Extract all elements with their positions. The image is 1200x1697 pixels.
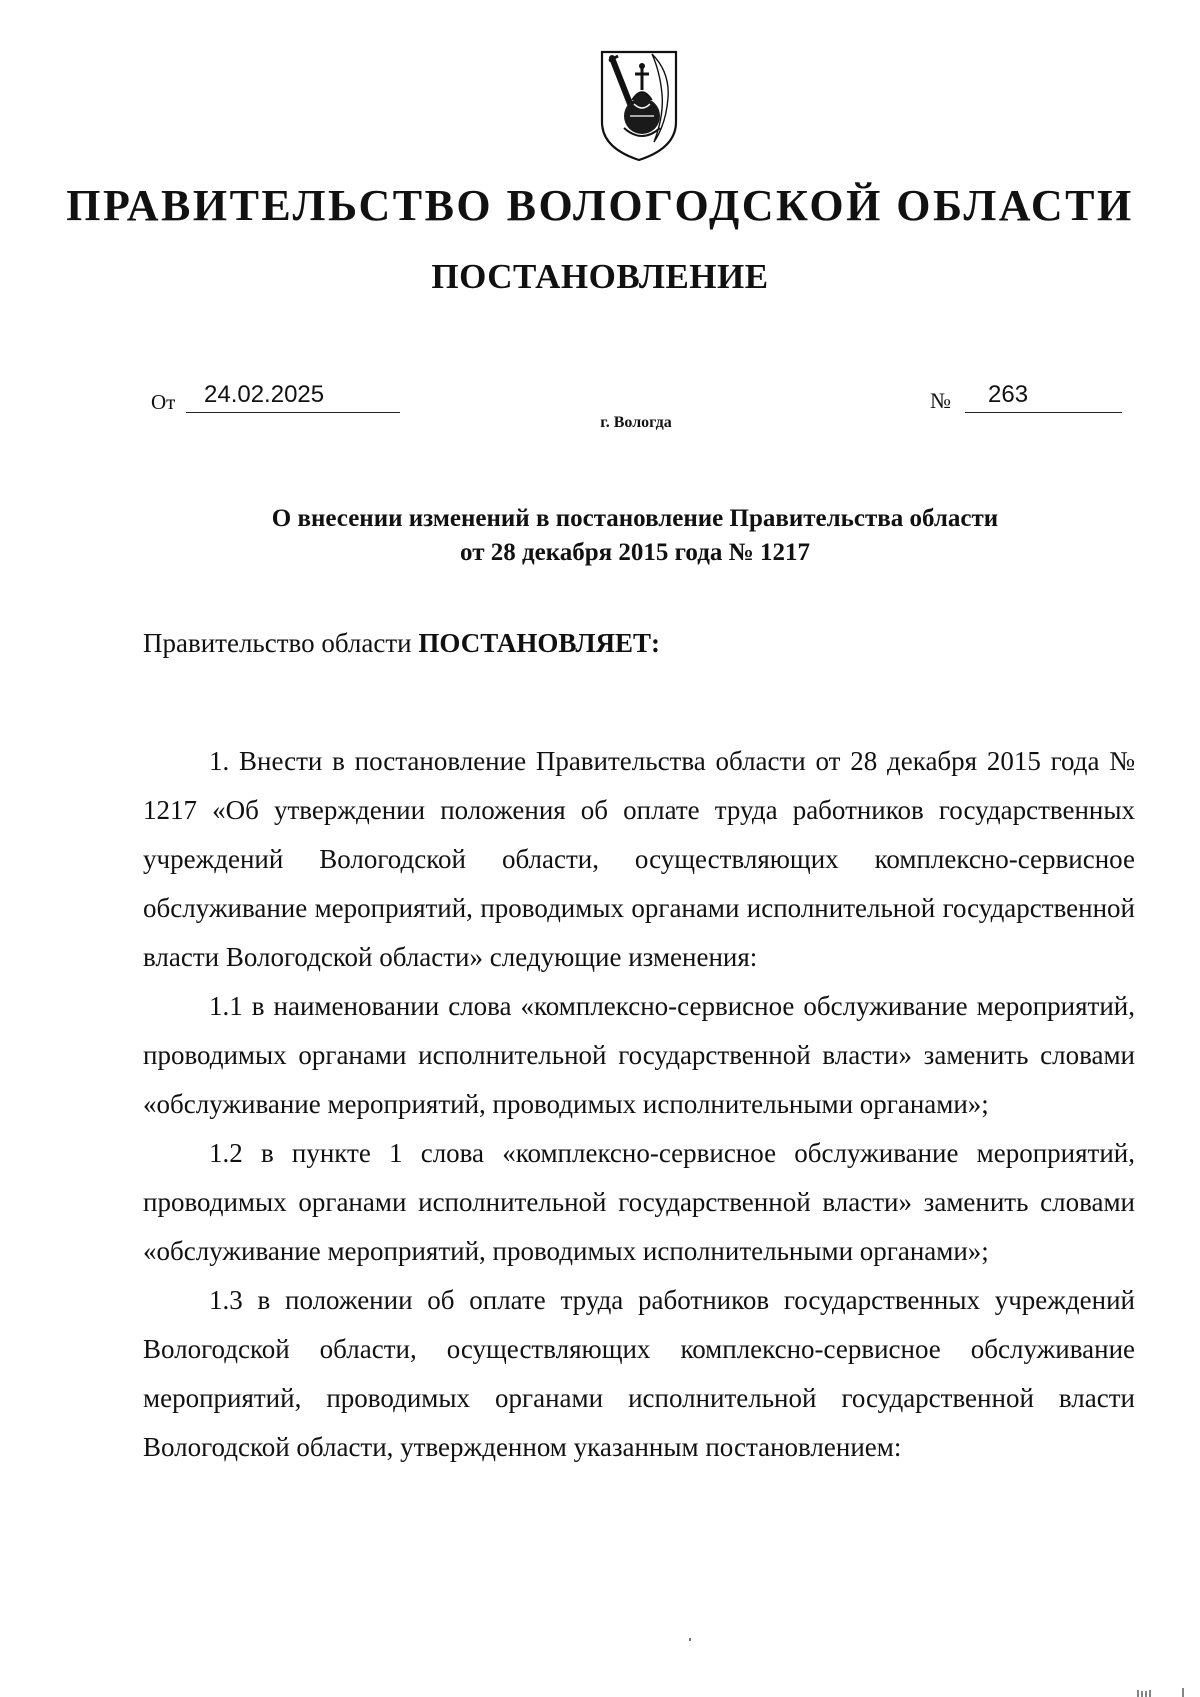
paragraph-1-3: 1.3 в положении об оплате труда работников государственных учреждений Вологодской области, осуществляющих комплексно-сервисное обслуживание мероприятий, проводимых органами исполнительной государственной власти Вологодской области, утвержденном указанным постановлением: xyxy=(143,1285,1135,1462)
preamble-verb: ПОСТАНОВЛЯЕТ: xyxy=(418,628,660,658)
document-date: 24.02.2025 xyxy=(186,381,400,413)
scan-corner-marks xyxy=(1136,1686,1186,1697)
document-number: 263 xyxy=(965,381,1122,413)
preamble-text: Правительство области xyxy=(143,628,412,658)
preamble xyxy=(143,628,660,659)
subject-line: от 28 декабря 2015 года № 1217 xyxy=(460,539,810,566)
date-prefix: От xyxy=(151,390,176,414)
paragraph-1-2: 1.2 в пункте 1 слова «комплексно-сервисное обслуживание мероприятий, проводимых органами исполнительной государственной власти» заменить словами «обслуживание мероприятий, проводимых исполнительными органами»; xyxy=(143,1138,1135,1266)
paragraph-1: 1. Внести в постановление Правительства области от 28 декабря 2015 года № 1217 «Об утверждении положения об оплате труда работников государственных учреждений Вологодской области, осуществляющих комплексно-сервисное обслуживание мероприятий, проводимых органами исполнительной государственной власти Вологодской области» следующие изменения: xyxy=(143,746,1135,972)
document-body xyxy=(143,737,1135,1472)
scan-mark xyxy=(689,1638,691,1641)
city: г. Вологда xyxy=(600,414,672,431)
number-prefix: № xyxy=(930,388,951,413)
document-subject xyxy=(130,502,1140,570)
organization-title: ПРАВИТЕЛЬСТВО ВОЛОГОДСКОЙ ОБЛАСТИ xyxy=(66,181,1134,230)
paragraph-1-1: 1.1 в наименовании слова «комплексно-сервисное обслуживание мероприятий, проводимых органами исполнительной государственной власти» заменить словами «обслуживание мероприятий, проводимых исполнительными органами»; xyxy=(143,991,1135,1119)
subject-line: О внесении изменений в постановление Правительства области xyxy=(271,505,999,532)
document-type: ПОСТАНОВЛЕНИЕ xyxy=(431,257,769,296)
coat-of-arms-emblem xyxy=(594,44,684,164)
